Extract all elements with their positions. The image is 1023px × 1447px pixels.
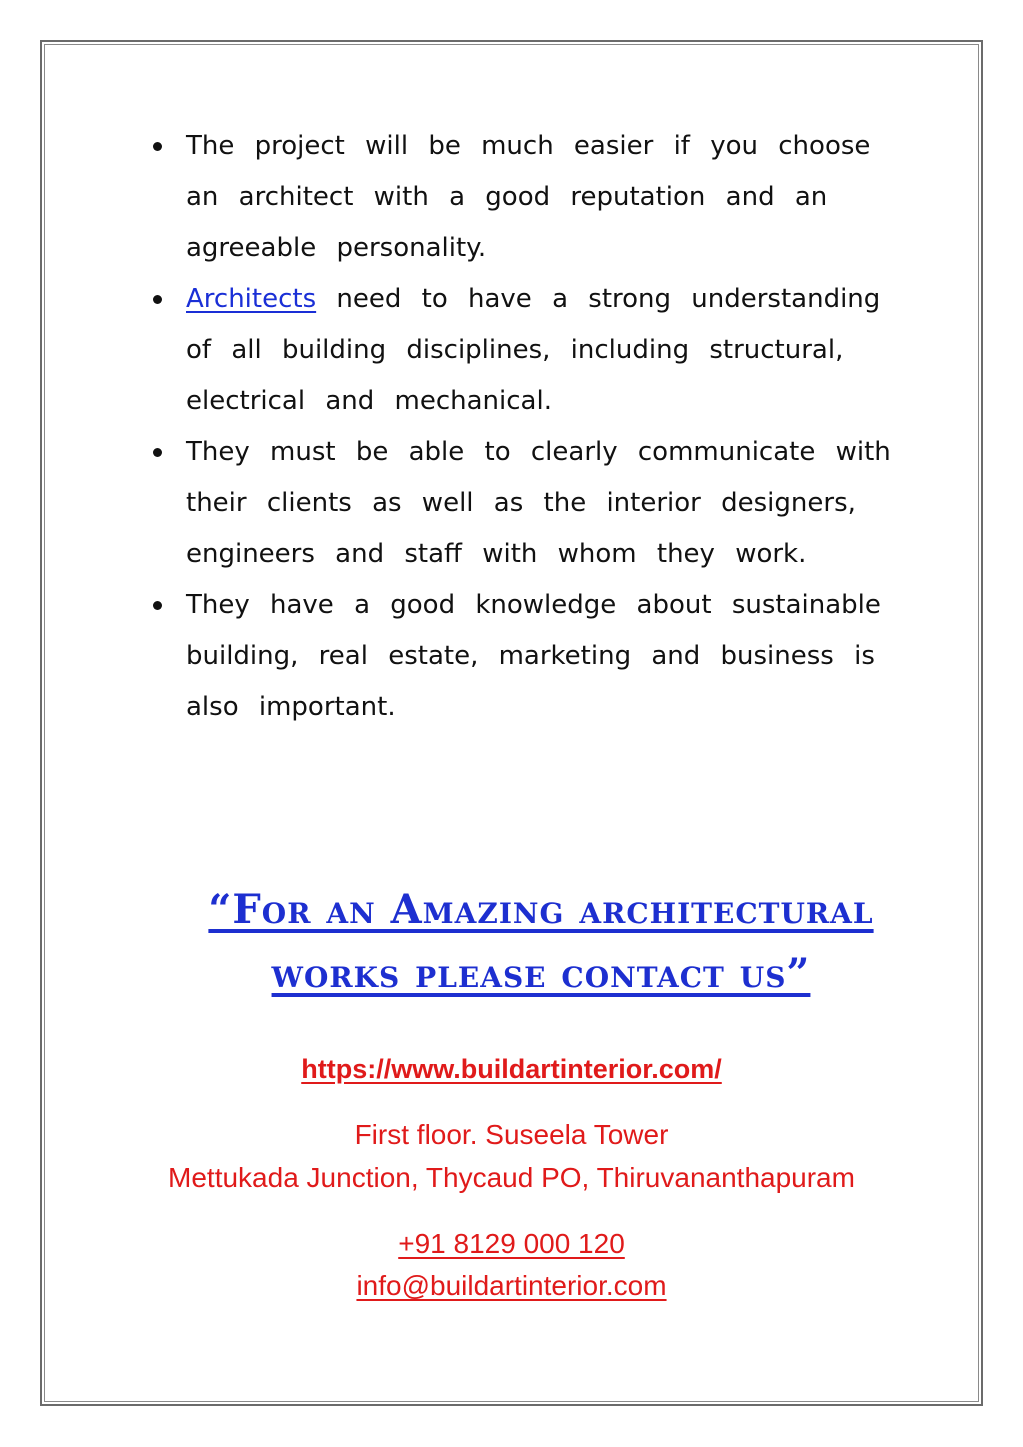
email-link[interactable]: info@buildartinterior.com	[356, 1270, 667, 1301]
phone-link[interactable]: +91 8129 000 120	[398, 1228, 625, 1259]
list-item	[148, 274, 918, 427]
bullet-text: need to have a strong understanding of all building disciplines, including structural, electrical and mechanical.	[186, 284, 881, 416]
bullet-text: The project will be much easier if you choose an architect with a good reputation and an agreeable personality.	[186, 131, 871, 263]
address-line-1: First floor. Suseela Tower	[354, 1119, 669, 1150]
address-line-2: Mettukada Junction, Thycaud PO, Thiruvananthapuram	[168, 1162, 855, 1193]
bullet-text: They must be able to clearly communicate with their clients as well as the interior designers, engineers and staff with whom they work.	[186, 437, 891, 569]
list-item	[148, 580, 918, 733]
architects-link[interactable]: Architects	[186, 284, 317, 314]
bullet-icon	[153, 448, 162, 457]
website-link[interactable]: https://www.buildartinterior.com/	[301, 1054, 722, 1084]
bullet-icon	[153, 295, 162, 304]
bullet-text: They have a good knowledge about sustainable building, real estate, marketing and business is also important.	[186, 590, 881, 722]
bullet-icon	[153, 601, 162, 610]
list-item	[148, 427, 918, 580]
bullet-list	[148, 121, 918, 733]
bullet-icon	[153, 142, 162, 151]
list-item	[148, 121, 918, 274]
cta-line-2: works please contact us”	[271, 950, 811, 997]
cta-line-1: “For an Amazing architectural	[208, 886, 874, 933]
call-to-action-heading	[120, 878, 962, 1006]
